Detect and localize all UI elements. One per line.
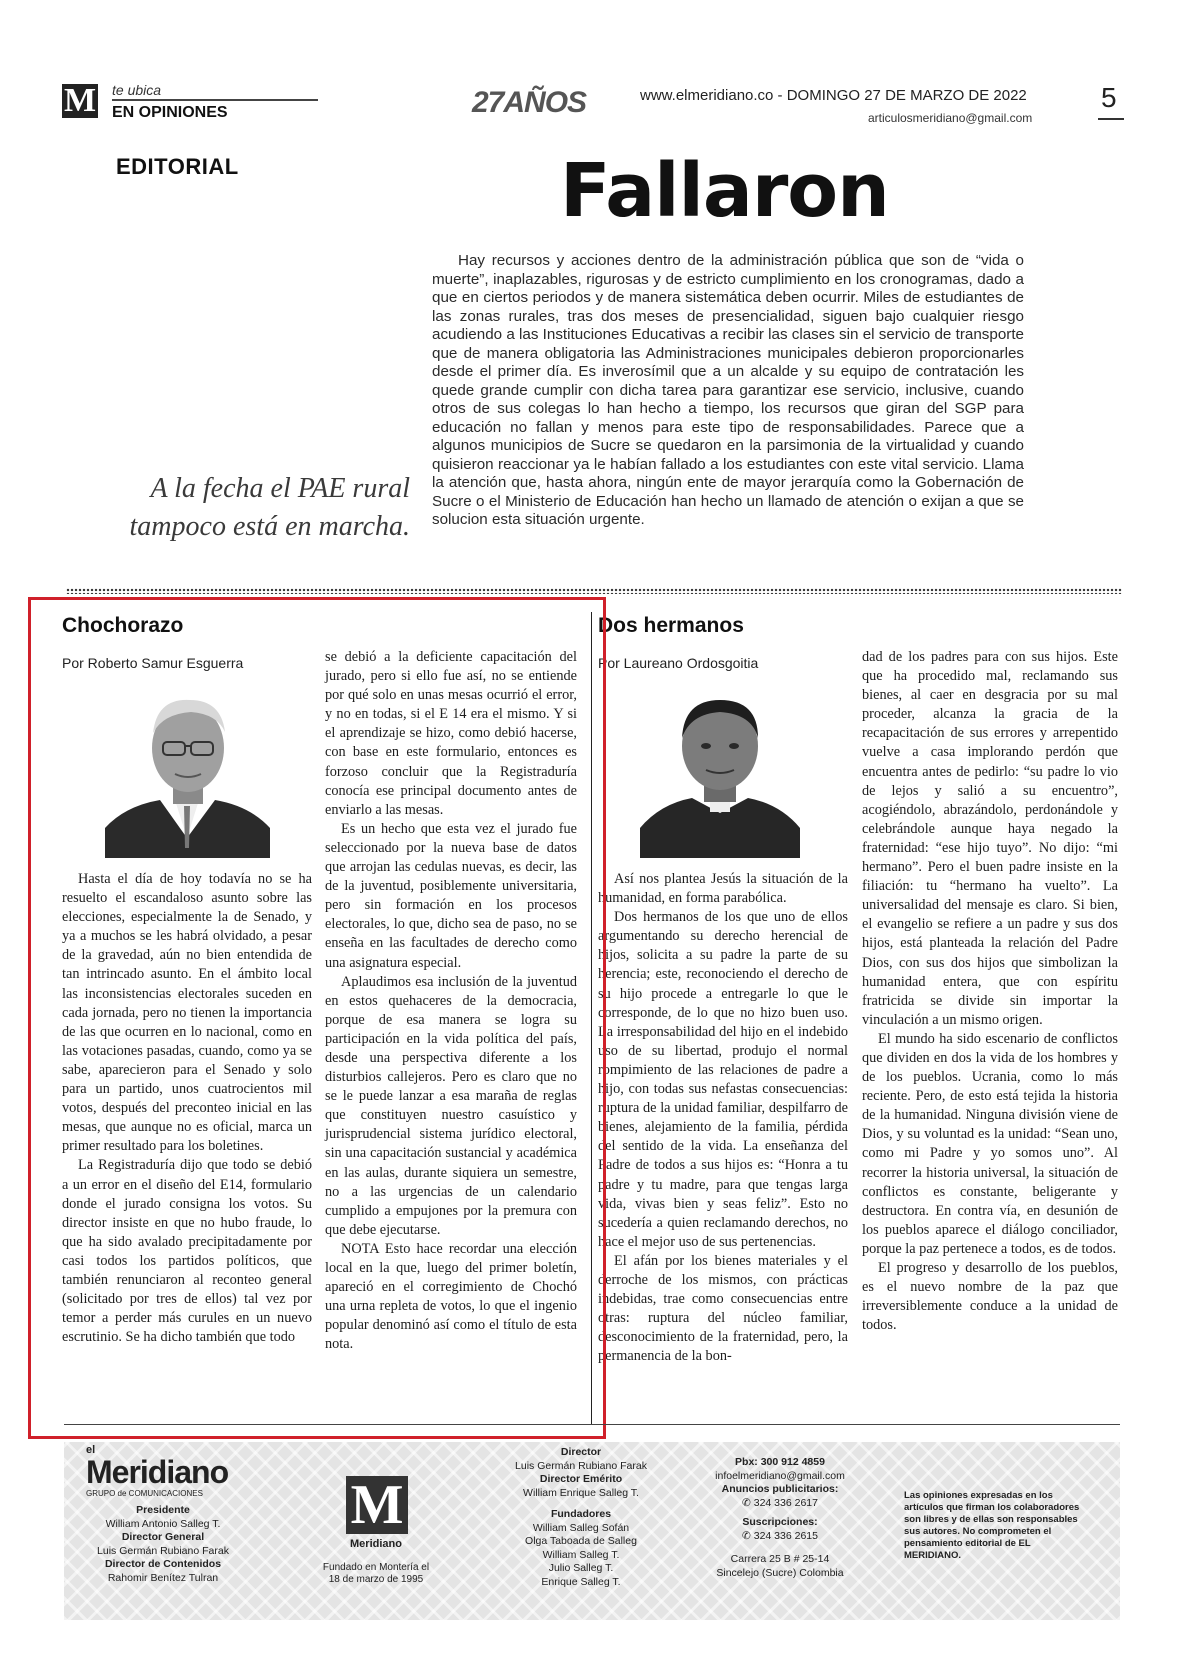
- paragraph: El mundo ha sido escenario de conflictos que dividen en dos la vida de los hombres y de los pueblos. Ucrania, como lo más reciente. Pero, de esto está tejida la historia de la humanidad. Ninguna división viene de Dios, y su voluntad es la unidad: “Sean uno, como mi Padre y yo somos uno”. Al recorrer la historia universal, la situación de conflictos es constante, beligerante y destructora. En contra vía, en desunión de los pueblos aparece el diálogo conciliador, porque la paz pertenece a todos, es de todos.: [862, 1030, 1118, 1257]
- staff-name: William Antonio Salleg T.: [105, 1517, 221, 1530]
- paragraph: Así nos plantea Jesús la situación de la humanidad, en forma parabólica.: [598, 871, 848, 907]
- footer-brand-logo: [86, 1444, 228, 1500]
- director-name: Luis Germán Rubiano Farak: [515, 1459, 647, 1472]
- section-divider: [66, 588, 1122, 594]
- founders-label: Fundadores: [550, 1508, 612, 1520]
- founder-name: Olga Taboada de Salleg: [525, 1535, 637, 1547]
- highlight-box: [28, 597, 606, 1439]
- staff-role: Presidente: [136, 1504, 190, 1516]
- article-byline: Por Roberto Samur Esguerra: [62, 655, 244, 671]
- staff-role: Director General: [121, 1531, 205, 1543]
- whatsapp-icon: ✆: [742, 1496, 751, 1509]
- address-line-2: Sincelejo (Sucre) Colombia: [716, 1566, 844, 1579]
- paragraph: Es un hecho que esta vez el jurado fue seleccionado por la nueva base de datos que arrojan las cedulas nuevas, es decir, las de la juventud, posiblemente universitaria, pero sin formación en los procesos electorales, lo que, dicho sea de paso, no se enseña en las facultades de derecho como una asignatura especial.: [325, 820, 577, 971]
- paragraph: La Registraduría dijo que todo se debió a un error en el diseño del E14, formulario donde el jurado consigna los votos. Su director insiste en que no hubo fraude, lo que ha sido avalado precipitadamente por casi todos los partidos políticos, que también renunciaron al reconteo general (solicitado por tres de ellos) tal vez por temor a perder más curules en un nuevo escrutinio. Se ha dicho también que todo: [62, 1157, 312, 1346]
- director-label: Director: [560, 1446, 602, 1458]
- info-email: infoelmeridiano@gmail.com: [715, 1469, 845, 1482]
- whatsapp-icon: ✆: [742, 1529, 751, 1542]
- header-email: articulosmeridiano@gmail.com: [868, 111, 1033, 125]
- paragraph: El afán por los bienes materiales y el derroche de los mismos, con prácticas indebidas, trae como consecuencias entre otras: ruptura del núcleo familiar, desconocimiento de la fraternidad, pero, la permanencia de la bon-: [598, 1252, 848, 1365]
- footer-contact: [690, 1456, 870, 1580]
- staff-name: Rahomir Benítez Tulran: [107, 1571, 219, 1584]
- pbx: Pbx: 300 912 4859: [735, 1456, 825, 1468]
- paragraph: dad de los padres para con sus hijos. Este que ha procedido mal, reclamando sus bienes, al caer en desgracia por su mal proceder, alcanza la gracia de la recapacitación de sus errores y arrepentido vuelve a casa implorando perdón que encuentra antes de pedirlo: “su padre lo vio de lejos y salió a su encuentro”, acogiéndolo, abrazándolo, perdonándole y celebrándole aunque haya negado la fraternidad: “ese hijo tuyo”. No dijo: “mi hermano”. Pero el buen padre insiste en la filiación: tu “hermano ha vuelto”. La universalidad del mensaje es claro. Si bien, el evangelio se refiere a un padre y sus dos hijos, está planteada la relación del Padre Dios, con sus dos hijos que simbolizan la humanidad entera, que con espíritu fratricida se divide sin importar la vinculación a un mismo origen.: [862, 649, 1118, 1028]
- anniversary-logo: 27AÑOS: [472, 86, 587, 119]
- founded-note: Fundado en Montería el 18 de marzo de 1995: [322, 1562, 430, 1585]
- footer-m-logo-name: Meridiano: [350, 1538, 402, 1550]
- logo-name: Meridiano: [86, 1453, 229, 1490]
- emeritus-name: William Enrique Salleg T.: [523, 1486, 639, 1499]
- subs-phone: 324 336 2615: [753, 1529, 818, 1542]
- founder-name: William Salleg Sofán: [532, 1521, 630, 1534]
- editorial-headline: Fallaron: [560, 148, 889, 234]
- paragraph: Dos hermanos de los que uno de ellos argumentando su derecho herencial de hijos, solicita a su padre la parte de su herencia; este, reconociendo el derecho de su hijo procede a entregarle lo que le corresponde, de lo que no hizo buen uso. La irresponsabilidad del hijo en el indebido uso de su libertad, produjo el normal rompimiento de las relaciones de padre a hijo, con todas sus nefastas consecuencias: ruptura de la unidad familiar, despilfarro de bienes, alejamiento de la familia, pérdida del sentido de la vida. La enseñanza del Padre de todos a sus hijos es: “Honra a tu padre y tu madre, para que tengas larga vida, vivas bien y seas feliz”. Esto no sucedería a quien reclamando derechos, no hace el mejor uso de sus pertenencias.: [598, 909, 848, 1250]
- article-title-chochorazo: Chochorazo: [62, 614, 184, 637]
- te-ubica-label: te ubica: [112, 82, 162, 98]
- subs-label: Suscripciones:: [742, 1516, 818, 1528]
- page-number-rule: [1098, 118, 1124, 120]
- header-rule: [112, 99, 318, 101]
- founder-name: Enrique Salleg T.: [541, 1575, 621, 1588]
- logo-el: el: [86, 1444, 96, 1456]
- founder-name: Julio Salleg T.: [548, 1562, 614, 1574]
- editorial-label: EDITORIAL: [116, 154, 239, 179]
- article2-column-2: [862, 648, 1118, 1335]
- footer-directors: [496, 1446, 666, 1589]
- ads-label: Anuncios publicitarios:: [721, 1483, 839, 1495]
- address-line-1: Carrera 25 B # 25-14: [730, 1553, 830, 1565]
- paragraph: Aplaudimos esa inclusión de la juventud en estos quehaceres de la democracia, porque de esa manera se logra su participación en la vida política del país, desde una perspectiva diferente a los disturbios callejeros. Pero es claro que no se le puede lanzar a esa maraña de reglas que constituyen nuestro casuístico y jurisprudencial sistema jurídico electoral, sin una capacitación sustancial y académica en las aulas, durante siquiera un semestre, no a las urgencias de un calendario cumplido a empujones por la premura con que debe ejecutarse.: [325, 973, 577, 1238]
- staff-role: Director de Contenidos: [104, 1558, 222, 1570]
- paragraph: Hasta el día de hoy todavía no se ha resuelto el escandaloso asunto sobre las elecciones, especialmente la de Senado, y ya a muchos se les habrá olvidado, a pesar de la gravedad, aún no bien entendida de tan intrincado asunto. En el ámbito local las inconsistencias electorales suceden en cada jornada, pero no tienen la importancia de las que ocurren en lo nacional, como en las votaciones pasadas, cuando, como ya se sabe, aparecieron para el Senado y solo para un partido, unos cuatrocientos mil votos, después del preconteo inicial en las mesas, que aunque no es oficial, marca un primer resultado para los boletines.: [62, 871, 312, 1155]
- article-byline: Por Laureano Ordosgoitia: [598, 655, 759, 671]
- editorial-body: Hay recursos y acciones dentro de la administración pública que son de “vida o muerte”, inaplazables, rigurosas y de estricto cumplimiento en los cronogramas, dado a que en ciertos periodos y de manera sistemática deben ocurrir. Miles de estudiantes de las zonas rurales, tras dos meses de presencialidad, siguen bajo cualquier riesgo acudiendo a las Instituciones Educativas a recibir las clases sin el servicio de transporte que de manera obligatoria las Administraciones municipales debieron proporcionarles desde el primer día. Es inverosímil que a un alcalde y su equipo de contratación les quede grande cumplir con dicha tarea para garantizar ese servicio, inclusive, cuando otros de sus colegas lo han hecho a tiempo, los recursos que giran del SGP para educación no fallan y menos para este tipo de responsabilidades. Parece que a algunos municipios de Sucre se quedaron en la parsimonia de la virtualidad y cuando quisieron reaccionar ya le habían fallado a los estudiantes con este vital servicio. Llama la atención que, hasta ahora, ningún ente de mayor jerarquía como la Gobernación de Sucre o el Ministerio de Educación han hecho un llamado de atención o exijan a que se solucion esta situación urgente.: [432, 252, 1024, 528]
- footer-disclaimer: Las opiniones expresadas en los artículos que firman los colaboradores son libres y de ellas son responsables sus autores. No comprometen el pensamiento editorial de EL MERIDIANO.: [904, 1490, 1080, 1561]
- editorial-pull-quote: A la fecha el PAE rural tampoco está en marcha.: [129, 473, 410, 542]
- bottom-rule: [64, 1424, 1120, 1425]
- meridiano-logo: M: [63, 82, 97, 119]
- article2-column-1: [598, 870, 848, 1366]
- paragraph: se debió a la deficiente capacitación del jurado, pero si ello fue así, no se entiende por qué solo en unas mesas ocurrió el error, y no en todas, si el E 14 era el mismo. Y si el aprendizaje se hizo, como debió hacerse, con base en este formulario, entonces es forzoso concluir que la Registraduría conocía ese principal documento antes de enviarlo a las mesas.: [325, 649, 577, 818]
- logo-sub: GRUPO de COMUNICACIONES: [86, 1488, 203, 1498]
- article-title-dos-hermanos: Dos hermanos: [598, 614, 744, 637]
- paragraph: El progreso y desarrollo de los pueblos, es el nuevo nombre de la paz que irreversiblemente conduce a la unidad de todos.: [862, 1260, 1118, 1334]
- emeritus-label: Director Emérito: [539, 1473, 623, 1485]
- staff-name: Luis Germán Rubiano Farak: [97, 1544, 229, 1557]
- founder-name: William Salleg T.: [542, 1548, 620, 1561]
- author-photo-ordosgoitia: [640, 688, 800, 858]
- ads-phone: 324 336 2617: [753, 1496, 818, 1509]
- page-number: 5: [1101, 82, 1117, 113]
- footer-staff-left: [78, 1504, 248, 1585]
- site-date: www.elmeridiano.co - DOMINGO 27 DE MARZO DE 2022: [640, 87, 1027, 104]
- section-label: EN OPINIONES: [112, 104, 228, 121]
- footer-m-logo: M: [346, 1476, 408, 1534]
- paragraph: NOTA Esto hace recordar una elección local en la que, luego del primer boletín, apareció en el corregimiento de Chochó una urna repleta de votos, lo que el ingenio popular denominó así como el título de esta nota.: [325, 1240, 577, 1353]
